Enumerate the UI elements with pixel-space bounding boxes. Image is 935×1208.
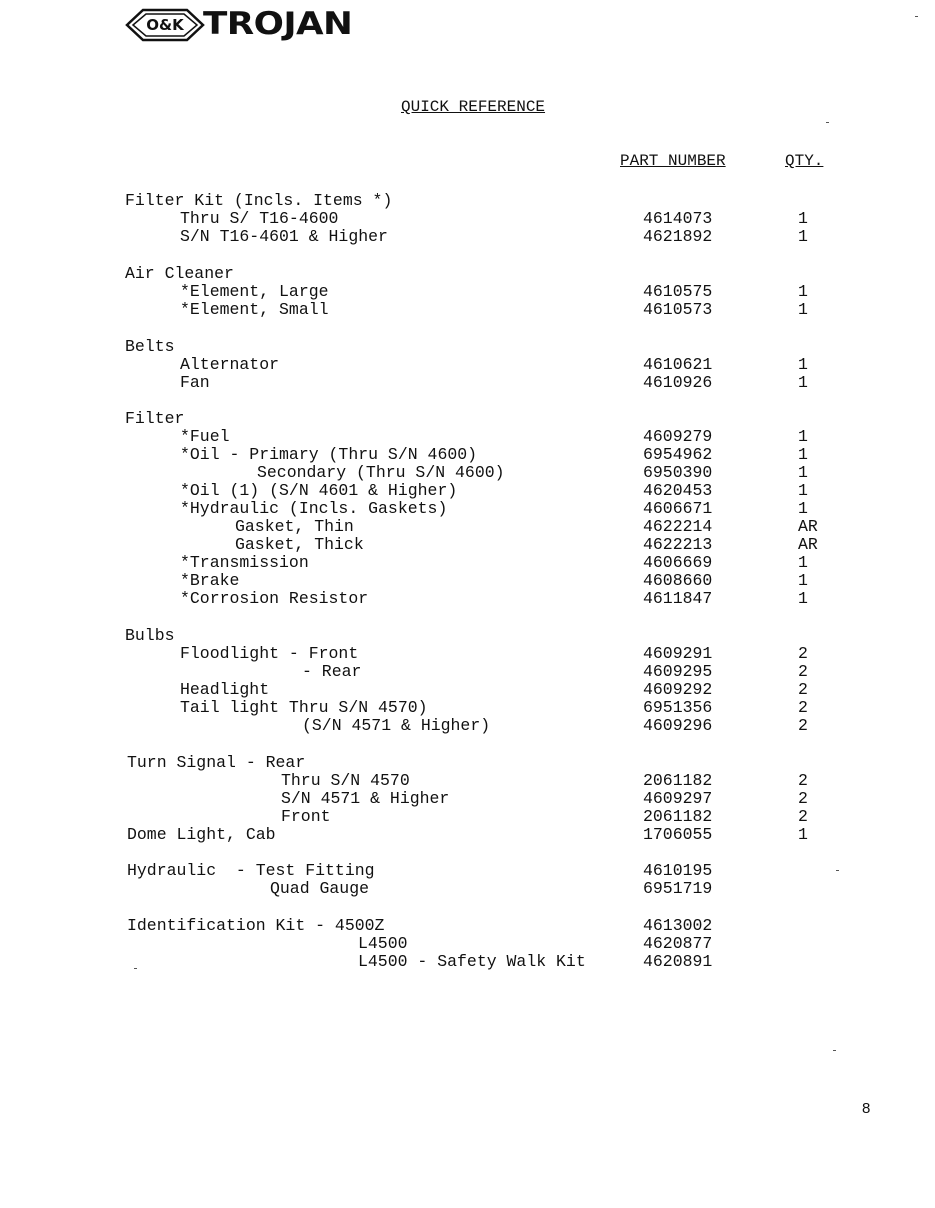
quantity: AR: [798, 535, 818, 554]
part-number: 2061182: [643, 807, 713, 826]
table-row: [0, 571, 935, 589]
item-description: *Oil (1) (S/N 4601 & Higher): [180, 481, 458, 500]
quantity: 2: [798, 771, 808, 790]
quantity: 1: [798, 553, 808, 572]
table-row: [0, 952, 935, 970]
scan-speck: [836, 870, 839, 871]
quantity: 1: [798, 427, 808, 446]
item-description: Turn Signal - Rear: [127, 753, 306, 772]
quantity: 1: [798, 300, 808, 319]
company-logo: [125, 6, 385, 46]
part-number: 6951356: [643, 698, 713, 717]
part-number: 4609297: [643, 789, 713, 808]
column-header-part-number: PART NUMBER: [620, 152, 726, 170]
part-number: 4606669: [643, 553, 713, 572]
table-row: [0, 373, 935, 391]
table-row: [0, 227, 935, 245]
table-row: [0, 209, 935, 227]
part-number: 4621892: [643, 227, 713, 246]
part-number: 4613002: [643, 916, 713, 935]
part-number: 4622214: [643, 517, 713, 536]
part-number: 4610926: [643, 373, 713, 392]
part-number: 6950390: [643, 463, 713, 482]
table-row: [0, 771, 935, 789]
page-number: 8: [862, 1100, 871, 1117]
item-description: Dome Light, Cab: [127, 825, 276, 844]
item-description: Hydraulic - Test Fitting: [127, 861, 375, 880]
quantity: 2: [798, 680, 808, 699]
item-description: (S/N 4571 & Higher): [302, 716, 491, 735]
item-description: Alternator: [180, 355, 280, 374]
table-row: [0, 807, 935, 825]
item-description: Thru S/N 4570: [281, 771, 410, 790]
table-row: [0, 445, 935, 463]
scan-speck: [915, 16, 918, 17]
item-description: Tail light Thru S/N 4570): [180, 698, 428, 717]
item-description: Air Cleaner: [125, 264, 234, 283]
table-row: [0, 789, 935, 807]
ok-badge-icon: [125, 6, 205, 46]
table-row: [0, 481, 935, 499]
table-row: [0, 355, 935, 373]
quantity: 2: [798, 716, 808, 735]
table-row: [0, 553, 935, 571]
table-row: [0, 698, 935, 716]
part-number: 4610573: [643, 300, 713, 319]
scan-speck: [826, 122, 829, 123]
item-description: Secondary (Thru S/N 4600): [257, 463, 505, 482]
table-row: [0, 264, 935, 282]
table-row: [0, 861, 935, 879]
quantity: 2: [798, 698, 808, 717]
table-row: [0, 644, 935, 662]
table-row: [0, 916, 935, 934]
part-number: 4622213: [643, 535, 713, 554]
table-row: [0, 499, 935, 517]
page-title: QUICK REFERENCE: [401, 98, 546, 116]
part-number: 4610621: [643, 355, 713, 374]
quantity: 1: [798, 463, 808, 482]
part-number: 6954962: [643, 445, 713, 464]
quantity: 1: [798, 355, 808, 374]
quantity: 1: [798, 825, 808, 844]
part-number: 4610575: [643, 282, 713, 301]
item-description: Gasket, Thin: [235, 517, 354, 536]
table-row: [0, 662, 935, 680]
table-row: [0, 282, 935, 300]
quantity: AR: [798, 517, 818, 536]
quantity: 2: [798, 662, 808, 681]
table-row: [0, 716, 935, 734]
quantity: 2: [798, 644, 808, 663]
item-description: *Oil - Primary (Thru S/N 4600): [180, 445, 478, 464]
part-number: 4620891: [643, 952, 713, 971]
table-row: [0, 680, 935, 698]
item-description: Thru S/ T16-4600: [180, 209, 339, 228]
table-row: [0, 879, 935, 897]
quantity: 1: [798, 227, 808, 246]
table-row: [0, 753, 935, 771]
part-number: 4620453: [643, 481, 713, 500]
item-description: *Hydraulic (Incls. Gaskets): [180, 499, 448, 518]
table-row: [0, 934, 935, 952]
item-description: *Element, Small: [180, 300, 329, 319]
quantity: 1: [798, 373, 808, 392]
item-description: *Brake: [180, 571, 240, 590]
part-number: 4620877: [643, 934, 713, 953]
table-row: [0, 300, 935, 318]
table-row: [0, 427, 935, 445]
part-number: 1706055: [643, 825, 713, 844]
part-number: 4611847: [643, 589, 713, 608]
column-header-qty: QTY.: [785, 152, 824, 170]
item-description: L4500 - Safety Walk Kit: [358, 952, 586, 971]
item-description: Headlight: [180, 680, 270, 699]
scan-speck: [134, 968, 137, 969]
item-description: L4500: [358, 934, 408, 953]
quantity: 2: [798, 789, 808, 808]
part-number: 4609295: [643, 662, 713, 681]
quantity: 2: [798, 807, 808, 826]
item-description: *Corrosion Resistor: [180, 589, 369, 608]
quantity: 1: [798, 481, 808, 500]
item-description: Fan: [180, 373, 210, 392]
quantity: 1: [798, 209, 808, 228]
part-number: 4610195: [643, 861, 713, 880]
table-row: [0, 463, 935, 481]
table-row: [0, 589, 935, 607]
table-row: [0, 825, 935, 843]
table-row: [0, 626, 935, 644]
item-description: *Element, Large: [180, 282, 329, 301]
part-number: 4609296: [643, 716, 713, 735]
quantity: 1: [798, 282, 808, 301]
part-number: 4609291: [643, 644, 713, 663]
item-description: Filter: [125, 409, 185, 428]
part-number: 4609292: [643, 680, 713, 699]
item-description: Gasket, Thick: [235, 535, 364, 554]
item-description: Identification Kit - 4500Z: [127, 916, 385, 935]
item-description: S/N T16-4601 & Higher: [180, 227, 388, 246]
item-description: Quad Gauge: [270, 879, 370, 898]
item-description: Front: [281, 807, 331, 826]
part-number: 2061182: [643, 771, 713, 790]
logo-badge-text: O&K: [146, 16, 184, 34]
part-number: 4609279: [643, 427, 713, 446]
quantity: 1: [798, 499, 808, 518]
quantity: 1: [798, 589, 808, 608]
table-row: [0, 409, 935, 427]
item-description: Bulbs: [125, 626, 175, 645]
item-description: *Transmission: [180, 553, 309, 572]
quantity: 1: [798, 571, 808, 590]
table-row: [0, 337, 935, 355]
part-number: 4614073: [643, 209, 713, 228]
part-number: 4608660: [643, 571, 713, 590]
item-description: *Fuel: [180, 427, 230, 446]
table-row: [0, 517, 935, 535]
item-description: - Rear: [302, 662, 362, 681]
item-description: Belts: [125, 337, 175, 356]
scan-speck: [833, 1050, 836, 1051]
item-description: Filter Kit (Incls. Items *): [125, 191, 393, 210]
item-description: Floodlight - Front: [180, 644, 359, 663]
logo-wordmark: TROJAN: [203, 6, 353, 42]
part-number: 4606671: [643, 499, 713, 518]
part-number: 6951719: [643, 879, 713, 898]
table-row: [0, 535, 935, 553]
item-description: S/N 4571 & Higher: [281, 789, 450, 808]
table-row: [0, 191, 935, 209]
quantity: 1: [798, 445, 808, 464]
